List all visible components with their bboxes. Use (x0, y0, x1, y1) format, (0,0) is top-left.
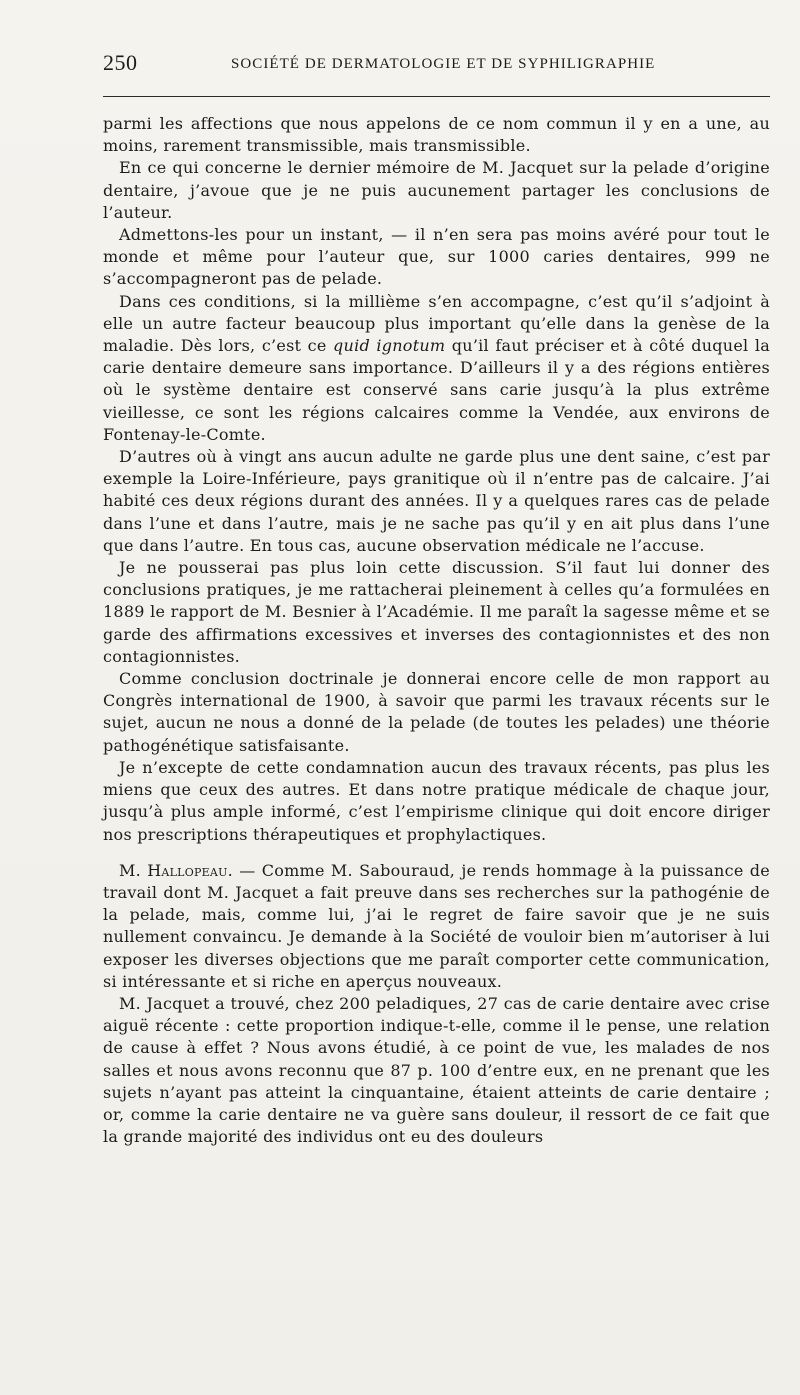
paragraph-peladiques-statistics: M. Jacquet a trouvé, chez 200 peladiques, 27 cas de carie dentaire avec crise aiguë récente : cette proportion indique-t-elle, comme il le pense, une relation de cause à effet ? Nous avons étudié, à ce point de vue, les malades de nos salles et nous avons reconnu que 87 p. 100 d’entre eux, en ne prenant que les sujets n’ayant pas atteint la cinquantaine, étaient atteints de carie dentaire ; or, comme la carie dentaire ne va guère sans douleur, il ressort de ce fait que la grande majorité des individus ont eu des douleurs (103, 993, 770, 1147)
paragraph-dental-caries: Admettons-les pour un instant, — il n’en sera pas moins avéré pour tout le monde et même pour l’auteur que, sur 1000 caries dentaires, 999 ne s’accompagneront pas de pelade. (103, 225, 770, 289)
latin-phrase: quid ignotum (333, 336, 446, 356)
paragraph-text: — Comme M. Sabouraud, je rends hommage à la puissance de travail dont M. Jacquet a fait preuve dans ses recherches sur la pathogénie de la pelade, mais, comme lui, j’ai le regret de faire savoir que je ne suis nullement convaincu. Je demande à la Société de vouloir bien m’autoriser à lui exposer les diverses objections que me paraît comporter cette communication, si intéressante et si riche en aperçus nouveaux. (103, 860, 771, 991)
paragraph-hallopeau (103, 860, 770, 993)
page-number: 250 (103, 50, 138, 75)
header-rule (103, 96, 770, 97)
running-title: SOCIÉTÉ DE DERMATOLOGIE ET DE SYPHILIGRAPHIE (231, 56, 656, 72)
speaker-name: M. Hallopeau. (119, 860, 233, 880)
body-text (103, 113, 770, 1148)
paragraph-practical-conclusions: Je ne pousserai pas plus loin cette discussion. S’il faut lui donner des conclusions pratiques, je me rattacherai pleinement à celles qu’a formulées en 1889 le rapport de M. Besnier à l’Académie. Il me paraît la sagesse même et se garde des affirmations excessives et inverses des contagionnistes et des non contagionnistes. (103, 558, 770, 666)
paragraph-text: qu’il faut préciser et à côté duquel la carie dentaire demeure sans importance. D’ailleurs il y a des régions entières où le système dentaire est conservé sans carie jusqu’à la plus extrême vieillesse, ce sont les régions calcaires comme la Vendée, aux environs de Fontenay-le-Comte. (103, 336, 771, 444)
paragraph-loire-inferieure: D’autres où à vingt ans aucun adulte ne garde plus une dent saine, c’est par exemple la Loire-Inférieure, pays granitique où il n’entre pas de calcaire. J’ai habité ces deux régions durant des années. Il y a quelques rares cas de pelade dans l’une et dans l’autre, mais je ne sache pas qu’il y en ait plus dans l’une que dans l’autre. En tous cas, aucune observation médicale ne l’accuse. (103, 447, 770, 555)
paragraph-empiricism: Je n’excepte de cette condamnation aucun des travaux récents, pas plus les miens que ceux des autres. Et dans notre pratique médicale de chaque jour, jusqu’à plus ample informé, c’est l’empirisme clinique qui doit encore diriger nos prescriptions thérapeutiques et prophylactiques. (103, 757, 770, 844)
paragraph-continuation: parmi les affections que nous appelons de ce nom commun il y en a une, au moins, rarement transmissible, mais transmissible. (103, 114, 770, 156)
paragraph-doctrinal-conclusion: Comme conclusion doctrinale je donnerai encore celle de mon rapport au Congrès international de 1900, à savoir que parmi les travaux récents sur le sujet, aucun ne nous a donné de la pelade (de toutes les pelades) une théorie pathogénétique satisfaisante. (103, 669, 770, 755)
page-header (103, 50, 770, 84)
paragraph-jacquet-memoir: En ce qui concerne le dernier mémoire de M. Jacquet sur la pelade d’origine dentaire, j’avoue que je ne puis aucunement partager les conclusions de l’auteur. (103, 158, 770, 222)
paragraph-text: Dans ces conditions, si la millième s’en accompagne, c’est qu’il s’adjoint à elle un autre facteur beaucoup plus important qu’elle dans la genèse de la maladie. Dès lors, c’est ce (103, 291, 770, 356)
paragraph-other-factor (103, 291, 770, 446)
